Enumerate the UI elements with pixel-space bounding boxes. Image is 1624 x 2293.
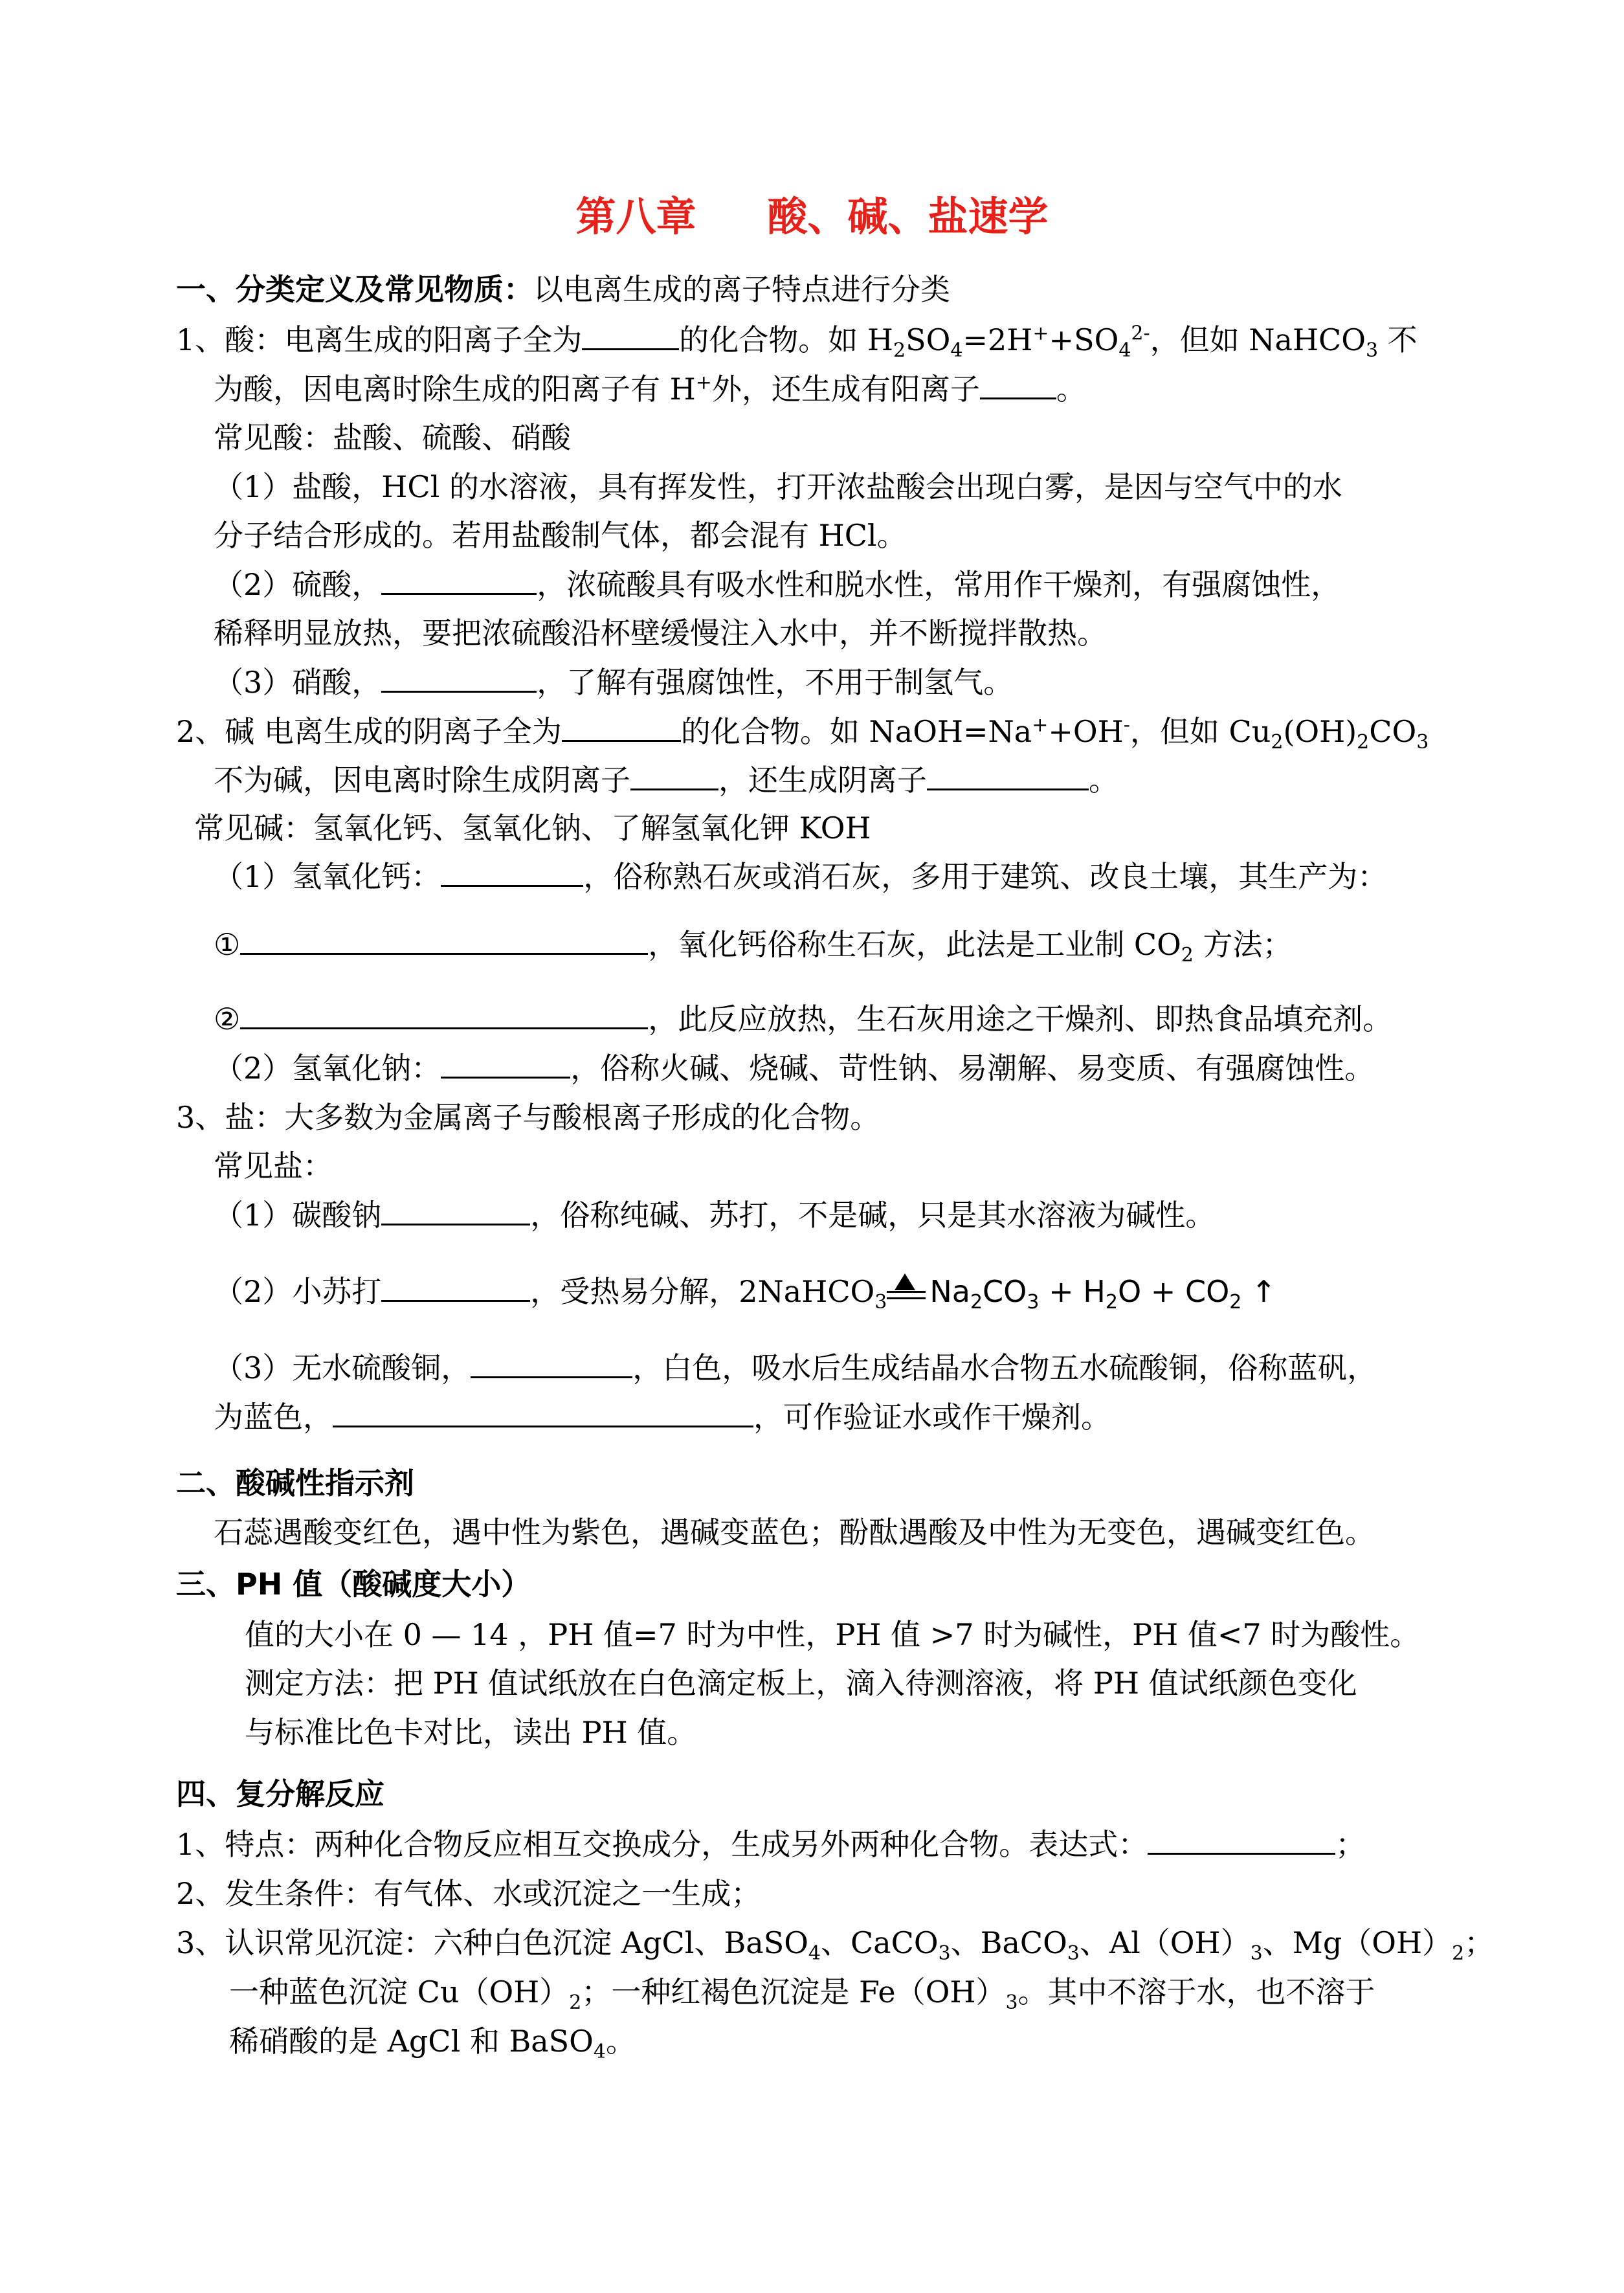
expression-blank [1148, 1824, 1335, 1855]
reaction-2-blank [240, 999, 648, 1029]
cuso4-line-2: 为蓝色， ，可作验证水或作干燥剂。 [214, 1396, 1111, 1438]
common-salts: 常见盐： [214, 1148, 333, 1183]
precipitates-line-2: 一种蓝色沉淀 $Cu(OH)_2$；一种红褐色沉淀是 $Fe(OH)_3$。其中不溶于水，也不溶于 [229, 1974, 1375, 2015]
naoh-line: （2）氢氧化钠： ，俗称火碱、烧碱、苛性钠、易潮解、易变质、有强腐蚀性。 [214, 1047, 1374, 1090]
base-definition-line-2: 不为碱，因电离时除生成阴离子 ，还生成阴离子 。 [214, 759, 1118, 801]
ph-method-line-1: 测定方法：把 PH 值试纸放在白色滴定板上，滴入待测溶液，将 PH 值试纸颜色变化 [245, 1666, 1357, 1701]
acid-extra-cation-blank [980, 369, 1056, 399]
reaction-1-blank [240, 924, 648, 955]
section-4-heading: 四、复分解反应 [176, 1776, 384, 1811]
salt-definition: 3、盐：大多数为金属离子与酸根离子形成的化合物。 [176, 1100, 880, 1135]
na2co3-formula-blank [381, 1195, 530, 1225]
page-title [0, 188, 1624, 246]
hcl-line-2: 分子结合形成的。若用盐酸制气体，都会混有 HCl。 [214, 518, 907, 553]
ph-method-line-2: 与标准比色卡对比，读出 PH 值。 [245, 1715, 697, 1750]
acid-cation-blank [582, 320, 679, 350]
common-bases: 常见碱：氢氧化钙、氢氧化钠、了解氢氧化钾 KOH [194, 811, 871, 845]
h2so4-line-1: （2）硫酸， ，浓硫酸具有吸水性和脱水性，常用作干燥剂，有强腐蚀性， [214, 563, 1340, 606]
cuso4-reaction-blank [333, 1397, 753, 1427]
common-acids: 常见酸：盐酸、硫酸、硝酸 [214, 420, 571, 455]
indicator-text: 石蕊遇酸变红色，遇中性为紫色，遇碱变蓝色；酚酞遇酸及中性为无变色，遇碱变红色。 [214, 1515, 1375, 1550]
reaction-2-line: ② ，此反应放热，生石灰用途之干燥剂、即热食品填充剂。 [214, 998, 1392, 1040]
acid-definition-line-2: 为酸，因电离时除生成的阳离子有 H+外，还生成有阳离子 。 [214, 368, 1086, 410]
caoh2-formula-blank [441, 856, 583, 887]
acid-definition-line-1: 1、酸：电离生成的阳离子全为 的化合物。如 $H_2SO_4=2H^++SO_4^{2-}$，但如 NaHCO$_3$ 不 [176, 319, 1418, 361]
hno3-line: （3）硝酸， ，了解有强腐蚀性，不用于制氢气。 [214, 661, 1013, 704]
naoh-formula-blank [441, 1048, 570, 1079]
precipitates-line-1: 3、认识常见沉淀：六种白色沉淀 AgCl、BaSO$_4$、CaCO$_3$、BaCO$_3$、$Al(OH)_3$、$Mg(OH)_2$； [176, 1925, 1495, 1965]
h2so4-formula-blank [381, 565, 537, 595]
nahco3-line: （2）小苏打 ，受热易分解，2NaHCO$_3$ $Na_2CO_3 + H_2O + CO_2$ ↑ [214, 1270, 1276, 1313]
nahco3-formula-blank [381, 1271, 530, 1302]
heat-triangle-icon [895, 1273, 915, 1290]
hcl-line-1: （1）盐酸，HCl 的水溶液，具有挥发性，打开浓盐酸会出现白雾，是因与空气中的水 [214, 469, 1342, 504]
reaction-1-line: ① ，氧化钙俗称生石灰，此法是工业制 $CO_2$ 方法； [214, 923, 1293, 966]
base-anion-other-blank-2 [927, 760, 1089, 790]
equals-bar-icon [887, 1291, 926, 1299]
chapter-topic: 酸、碱、盐速学 [767, 193, 1049, 240]
caoh2-line: （1）氢氧化钙： ，俗称熟石灰或消石灰，多用于建筑、改良土壤，其生产为： [214, 855, 1387, 898]
chapter-label: 第八章 [575, 193, 696, 240]
section-3-heading: 三、PH 值（酸碱度大小） [176, 1567, 531, 1602]
double-decomp-condition: 2、发生条件：有气体、水或沉淀之一生成； [176, 1876, 761, 1911]
cuso4-formula-blank [471, 1348, 632, 1378]
double-decomp-feature: 1、特点：两种化合物反应相互交换成分，生成另外两种化合物。表达式： ； [176, 1823, 1365, 1866]
section-1-heading: 一、分类定义及常见物质：以电离生成的离子特点进行分类 [176, 272, 950, 307]
base-anion-other-blank-1 [630, 760, 718, 790]
h2so4-line-2: 稀释明显放热，要把浓硫酸沿杯壁缓慢注入水中，并不断搅拌散热。 [214, 616, 1107, 651]
hno3-formula-blank [381, 662, 537, 693]
ph-range-line: 值的大小在 0 — 14 ，PH 值=7 时为中性，PH 值 >7 时为碱性，PH 值<7 时为酸性。 [245, 1617, 1420, 1652]
cuso4-line-1: （3）无水硫酸铜， ，白色，吸水后生成结晶水合物五水硫酸铜，俗称蓝矾， [214, 1347, 1377, 1389]
section-2-heading: 二、酸碱性指示剂 [176, 1466, 414, 1501]
base-anion-blank [562, 711, 681, 742]
base-definition-line-1: 2、碱 电离生成的阴离子全为 的化合物。如 NaOH=Na++OH-，但如 $Cu_2(OH)_2CO_3$ [176, 710, 1429, 753]
na2co3-line: （1）碳酸钠 ，俗称纯碱、苏打，不是碱，只是其水溶液为碱性。 [214, 1194, 1215, 1236]
precipitates-line-3: 稀硝酸的是 AgCl 和 BaSO$_4$。 [229, 2024, 636, 2064]
gas-up-arrow-icon: ↑ [1241, 1274, 1276, 1309]
